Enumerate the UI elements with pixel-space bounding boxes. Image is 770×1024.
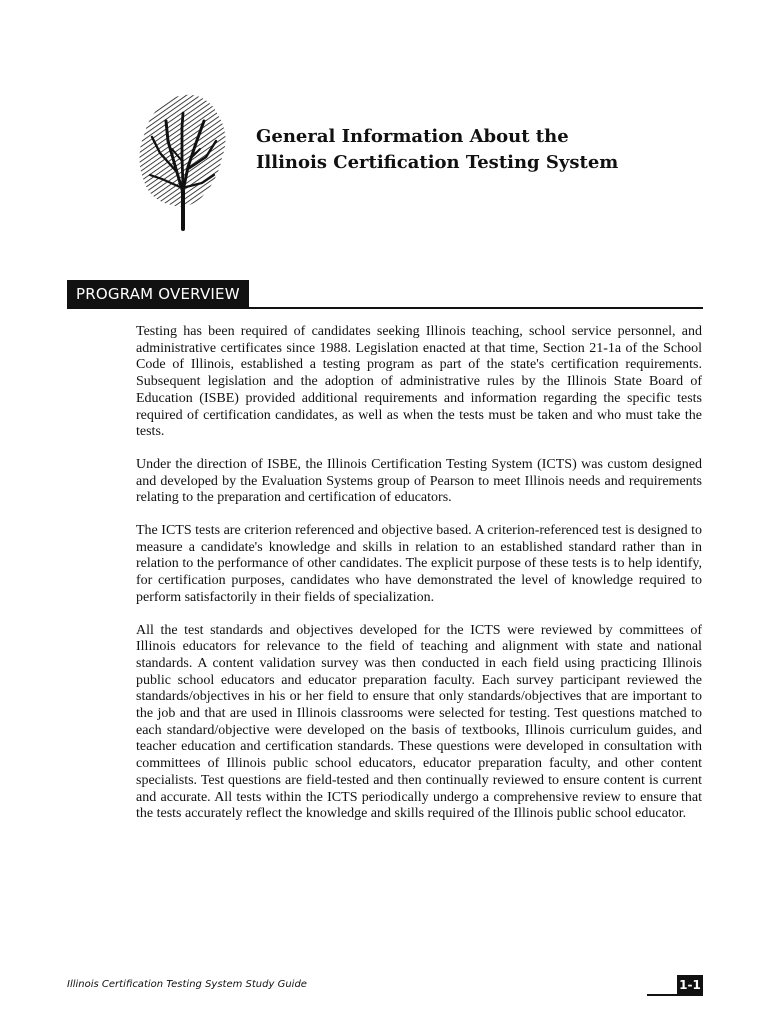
paragraph-criterion-referenced: The ICTS tests are criterion referenced and objective based. A criterion-referenced test is designed to measure a candidate's knowledge and skills in relation to an established standard rather than in relation to the performance of other candidates. The explicit purpose of these tests is to help identify, for certification purposes, candidates who have demonstrated the level of knowledge required to perform satisfactorily in their fields of specialization.: [136, 523, 702, 605]
footer-rule: [647, 994, 677, 996]
page-title-line2: Illinois Certification Testing System: [256, 152, 619, 173]
paragraph-icts-development: Under the direction of ISBE, the Illinois Certification Testing System (ICTS) was custom designed and developed by the Evaluation Systems group of Pearson to meet Illinois needs and requirements relating to the preparation and certification of educators.: [136, 456, 702, 506]
paragraph-standards-review: All the test standards and objectives developed for the ICTS were reviewed by committees of Illinois educators for relevance to the field of teaching and alignment with state and national standards. A content validation survey was then conducted in each field using practicing Illinois public school educators and educator preparation faculty. Each survey participant reviewed the standards/objectives in his or her field to ensure that only standards/objectives that are important to the job and that are used in Illinois classrooms were selected for testing. Test questions matched to each standard/objective were developed on the basis of textbooks, Illinois curriculum guides, and teacher education and certification standards. These questions were developed in consultation with committees of Illinois public school educators, educator preparation faculty, and other content specialists. Test questions are field-tested and then continually reviewed to ensure content is current and accurate. All tests within the ICTS periodically undergo a comprehensive review to ensure that the tests accurately reflect the knowledge and skills required of the Illinois public school educator.: [136, 622, 702, 822]
page-title-line1: General Information About the: [256, 126, 569, 147]
paragraph-testing-history: Testing has been required of candidates seeking Illinois teaching, school service personnel, and administrative certificates since 1988. Legislation enacted at that time, Section 21-1a of the School Code of Illinois, established a testing program as part of the state's certification requirements. Subsequent legislation and the adoption of administrative rules by the Illinois State Board of Education (ISBE) provided additional requirements and information regarding the specific tests required of certification candidates, as well as when the tests must be taken and who must take the tests.: [136, 324, 702, 440]
footer-guide-title: Illinois Certification Testing System Study Guide: [67, 979, 307, 990]
page-number: 1-1: [677, 975, 703, 996]
section-heading: PROGRAM OVERVIEW: [67, 280, 249, 309]
tree-icon: [136, 91, 236, 231]
page-title: [256, 124, 726, 176]
body-text: [136, 324, 702, 839]
section-heading-bar: [67, 280, 703, 310]
